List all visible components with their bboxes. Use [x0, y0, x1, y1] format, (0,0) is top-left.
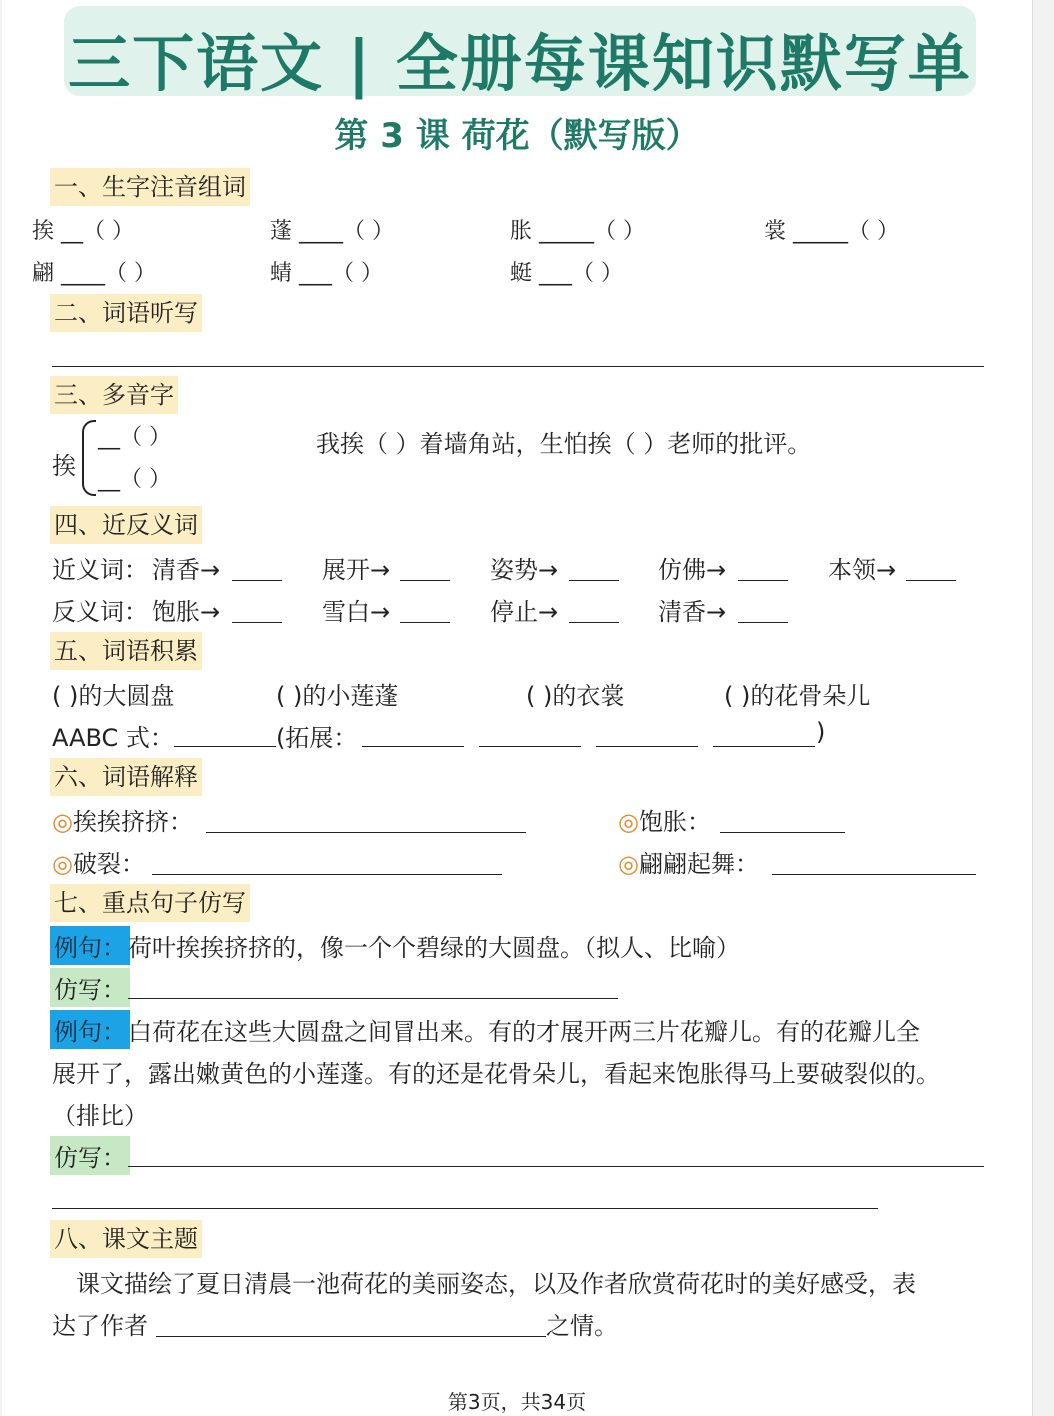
explain-item: ◎破裂： [52, 850, 145, 878]
section-heading-8: 八、课文主题 [50, 1220, 202, 1258]
pinyin-item: 挨 __（ ） [32, 219, 134, 244]
theme-text-prefix: 达了作者 [52, 1312, 148, 1340]
imitate-line[interactable] [128, 1166, 984, 1167]
imitate-tag: 仿写： [50, 1136, 130, 1175]
answer-line[interactable] [232, 622, 282, 623]
answer-line[interactable] [569, 580, 619, 581]
answer-line[interactable] [479, 746, 581, 747]
phrase-item: ( )的大圆盘 [52, 682, 175, 710]
brace-shape [82, 420, 96, 496]
explain-item: ◎挨挨挤挤： [52, 808, 193, 836]
phrase-item: ( )的衣裳 [526, 682, 625, 710]
pinyin-item: 蜓 ___（ ） [510, 261, 623, 286]
answer-line[interactable] [362, 746, 464, 747]
dictation-line[interactable] [52, 366, 984, 367]
title-banner [64, 6, 976, 100]
pinyin-item: 蓬 ____（ ） [270, 219, 394, 244]
phrase-item: ( )的花骨朵儿 [724, 682, 871, 710]
synonym-label: 近义词： [52, 556, 148, 584]
worksheet-page [2, 0, 1033, 1416]
imitate-line[interactable] [52, 1208, 878, 1209]
answer-line[interactable] [232, 580, 282, 581]
expand-close: ) [816, 718, 826, 746]
page-footer: 第3页，共34页 [447, 1390, 587, 1414]
expand-label: (拓展： [276, 724, 358, 752]
answer-line[interactable] [400, 622, 450, 623]
bullet-circle-icon: ◎ [52, 850, 73, 878]
explain-item: ◎饱胀： [618, 808, 711, 836]
antonym-item: 饱胀→ [152, 598, 221, 626]
theme-text: 课文描绘了夏日清晨一池荷花的美丽姿态，以及作者欣赏荷花时的美好感受，表 [76, 1270, 916, 1298]
answer-line[interactable] [720, 832, 845, 833]
polyphone-slot: __（ ） [98, 425, 171, 450]
example-tag: 例句： [50, 926, 130, 965]
aabc-label: AABC 式： [52, 724, 174, 752]
bullet-circle-icon: ◎ [618, 850, 639, 878]
polyphone-slot: __（ ） [98, 467, 171, 492]
answer-line[interactable] [738, 580, 788, 581]
answer-line[interactable] [713, 746, 815, 747]
section-heading-3: 三、多音字 [50, 376, 178, 414]
answer-line[interactable] [772, 874, 976, 875]
answer-line[interactable] [569, 622, 619, 623]
section-heading-5: 五、词语积累 [50, 632, 202, 670]
answer-line[interactable] [906, 580, 956, 581]
section-heading-4: 四、近反义词 [50, 506, 202, 544]
answer-line[interactable] [738, 622, 788, 623]
theme-answer-line[interactable] [156, 1336, 546, 1337]
lesson-title: 第 3 课 荷花（默写版） [334, 116, 700, 156]
synonym-item: 清香→ [152, 556, 221, 584]
pinyin-item: 蜻 ___（ ） [270, 261, 383, 286]
example-sentence: 荷叶挨挨挤挤的，像一个个碧绿的大圆盘。（拟人、比喻） [128, 934, 740, 962]
antonym-item: 雪白→ [322, 598, 391, 626]
section-heading-7: 七、重点句子仿写 [50, 884, 250, 922]
synonym-item: 仿佛→ [658, 556, 727, 584]
section-heading-2: 二、词语听写 [50, 294, 202, 332]
example-sentence: 白荷花在这些大圆盘之间冒出来。有的才展开两三片花瓣儿。有的花瓣儿全 [128, 1018, 920, 1046]
imitate-tag: 仿写： [50, 968, 130, 1007]
section-heading-1: 一、生字注音组词 [50, 168, 250, 206]
synonym-item: 姿势→ [490, 556, 559, 584]
synonym-item: 本领→ [828, 556, 897, 584]
polyphone-char: 挨 [52, 452, 76, 480]
answer-line[interactable] [596, 746, 698, 747]
example-sentence-cont: 展开了，露出嫩黄色的小莲蓬。有的还是花骨朵儿，看起来饱胀得马上要破裂似的。 [52, 1060, 940, 1088]
synonym-item: 展开→ [322, 556, 391, 584]
polyphone-sentence: 我挨（ ）着墙角站，生怕挨（ ）老师的批评。 [316, 430, 812, 458]
antonym-item: 停止→ [490, 598, 559, 626]
imitate-line[interactable] [128, 998, 618, 999]
answer-line[interactable] [206, 832, 526, 833]
bullet-circle-icon: ◎ [618, 808, 639, 836]
answer-line[interactable] [400, 580, 450, 581]
section-heading-6: 六、词语解释 [50, 758, 202, 796]
phrase-item: ( )的小莲蓬 [276, 682, 399, 710]
example-note: （排比） [52, 1102, 148, 1130]
example-tag: 例句： [50, 1010, 130, 1049]
antonym-item: 清香→ [658, 598, 727, 626]
bullet-circle-icon: ◎ [52, 808, 73, 836]
antonym-label: 反义词： [52, 598, 148, 626]
answer-line[interactable] [152, 874, 502, 875]
theme-text-suffix: 之情。 [546, 1312, 618, 1340]
pinyin-item: 胀 _____（ ） [510, 219, 645, 244]
answer-line[interactable] [174, 746, 276, 747]
explain-item: ◎翩翩起舞： [618, 850, 759, 878]
pinyin-item: 裳 _____（ ） [764, 219, 899, 244]
banner-title: 三下语文 | 全册每课知识默写单 [68, 27, 972, 100]
pinyin-item: 翩 ____（ ） [32, 261, 156, 286]
